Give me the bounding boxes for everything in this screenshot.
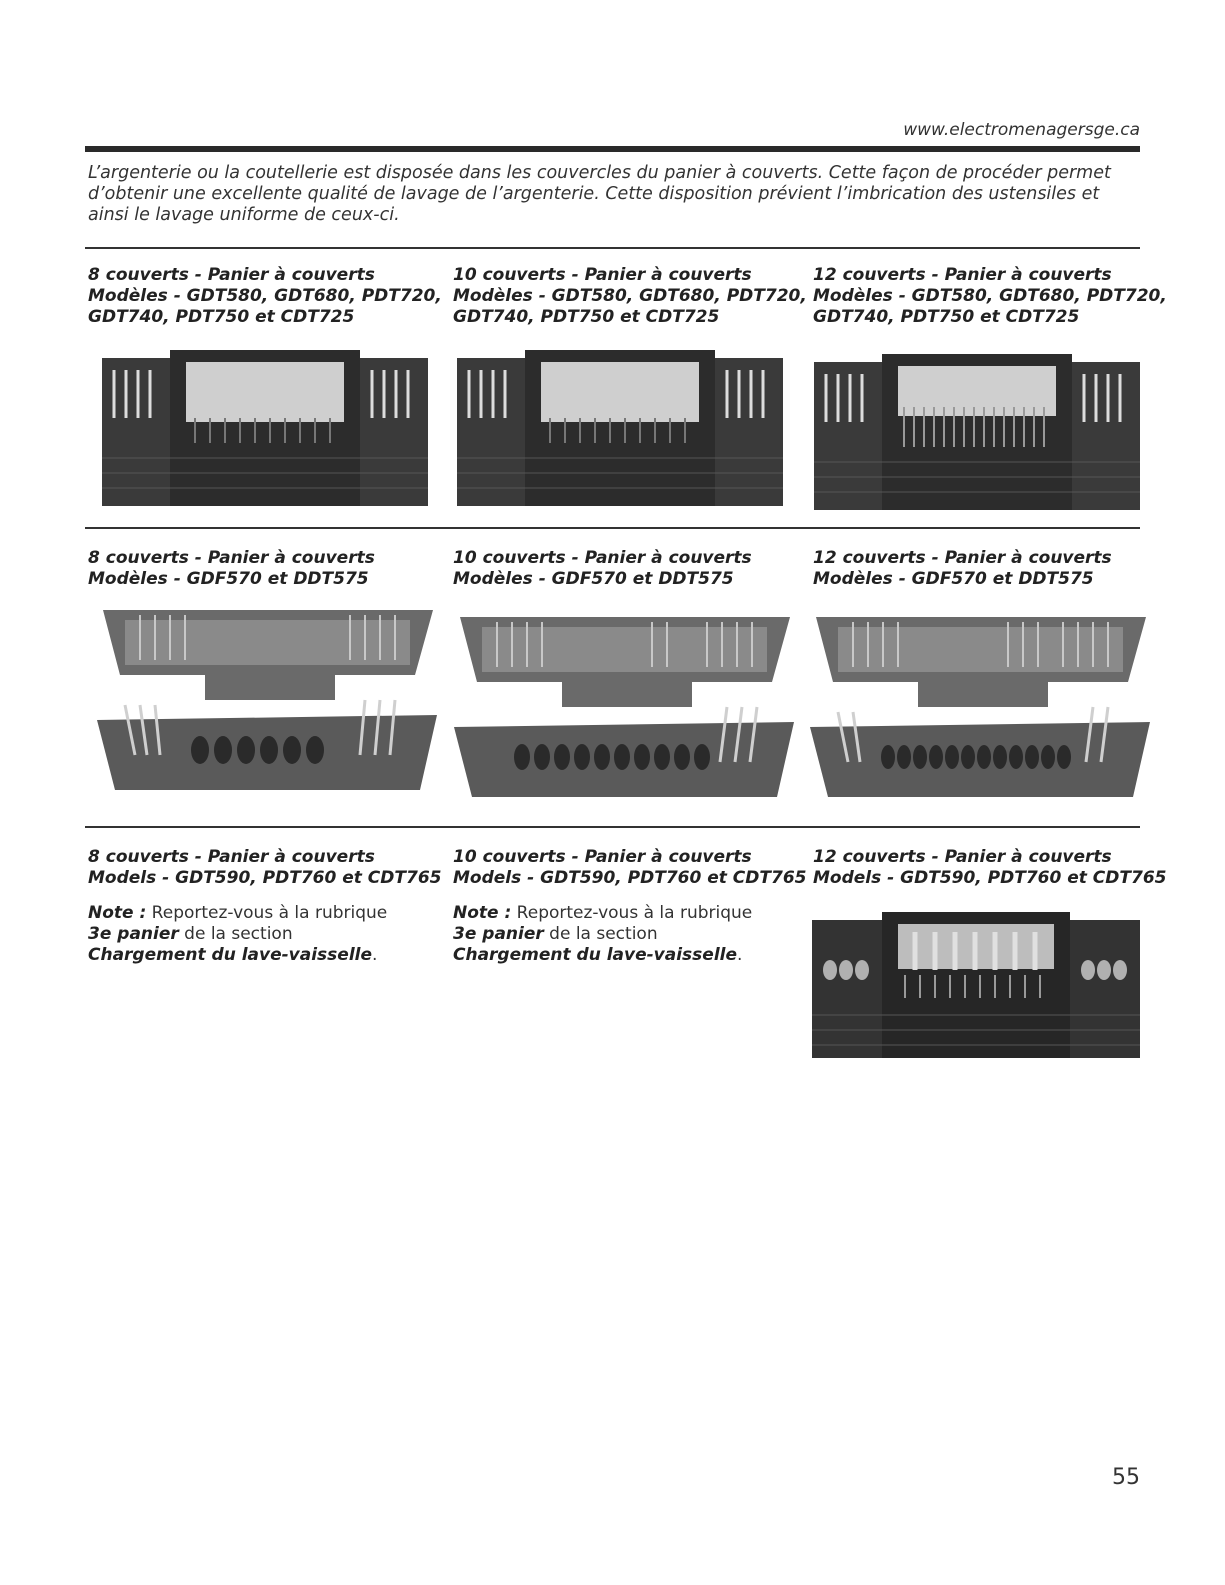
caption-line: Modèles - GDT580, GDT680, PDT720,	[453, 286, 807, 306]
caption-line: Models - GDT590, PDT760 et CDT765	[453, 868, 807, 888]
caption-line: Modèles - GDF570 et DDT575	[88, 569, 369, 589]
basket-photo-12-couverts-row1	[812, 352, 1142, 514]
intro-line: L’argenterie ou la coutellerie est disposée dans les couvercles du panier à couverts. Cette façon de procéder permet	[88, 163, 1111, 183]
caption-line: GDT740, PDT750 et CDT725	[453, 307, 720, 327]
intro-paragraph	[88, 163, 1148, 226]
note-10-couverts	[453, 903, 808, 966]
note-text: Reportez-vous à la rubrique	[511, 903, 753, 923]
note-emphasis: Chargement du lave-vaisselle	[88, 945, 373, 965]
intro-line: d’obtenir une excellente qualité de lavage de l’argenterie. Cette disposition prévient l’imbrication des ustensiles et	[88, 184, 1100, 204]
website-url: www.electromenagersge.ca	[903, 120, 1140, 140]
note-text: .	[737, 945, 743, 965]
caption-line: 12 couverts - Panier à couverts	[813, 548, 1112, 568]
caption-line: 8 couverts - Panier à couverts	[88, 548, 375, 568]
caption-8-couverts-row1	[88, 265, 443, 328]
note-label: Note :	[453, 903, 512, 923]
caption-line: Modèles - GDF570 et DDT575	[453, 569, 734, 589]
note-emphasis: Chargement du lave-vaisselle	[453, 945, 738, 965]
intro-line: ainsi le lavage uniforme de ceux-ci.	[88, 205, 400, 225]
note-label: Note :	[88, 903, 147, 923]
caption-line: GDT740, PDT750 et CDT725	[88, 307, 355, 327]
section-divider	[85, 826, 1140, 828]
caption-line: Modèles - GDT580, GDT680, PDT720,	[88, 286, 442, 306]
tray-photo-12-couverts-row2	[808, 612, 1153, 807]
caption-line: 12 couverts - Panier à couverts	[813, 265, 1112, 285]
basket-photo-10-couverts-row1	[455, 348, 785, 510]
header-rule	[85, 146, 1140, 152]
section-divider	[85, 527, 1140, 529]
caption-10-couverts-row2	[453, 548, 808, 590]
caption-line: 10 couverts - Panier à couverts	[453, 847, 752, 867]
caption-12-couverts-row3	[813, 847, 1168, 889]
note-text: .	[372, 945, 378, 965]
caption-line: Modèles - GDT580, GDT680, PDT720,	[813, 286, 1167, 306]
caption-line: Models - GDT590, PDT760 et CDT765	[88, 868, 442, 888]
note-text: de la section	[178, 924, 293, 944]
caption-line: Models - GDT590, PDT760 et CDT765	[813, 868, 1167, 888]
page-number: 55	[1112, 1465, 1140, 1490]
note-text: Reportez-vous à la rubrique	[146, 903, 388, 923]
caption-line: 8 couverts - Panier à couverts	[88, 265, 375, 285]
note-emphasis: 3e panier	[453, 924, 544, 944]
caption-line: Modèles - GDF570 et DDT575	[813, 569, 1094, 589]
note-8-couverts	[88, 903, 443, 966]
tray-photo-10-couverts-row2	[452, 612, 797, 807]
note-emphasis: 3e panier	[88, 924, 179, 944]
caption-8-couverts-row3	[88, 847, 443, 966]
basket-photo-12-couverts-row3	[810, 910, 1142, 1060]
caption-12-couverts-row2	[813, 548, 1168, 590]
note-text: de la section	[543, 924, 658, 944]
caption-line: 12 couverts - Panier à couverts	[813, 847, 1112, 867]
caption-line: 10 couverts - Panier à couverts	[453, 548, 752, 568]
caption-12-couverts-row1	[813, 265, 1168, 328]
caption-line: GDT740, PDT750 et CDT725	[813, 307, 1080, 327]
basket-photo-8-couverts-row1	[100, 348, 430, 510]
section-divider	[85, 247, 1140, 249]
caption-8-couverts-row2	[88, 548, 443, 590]
caption-10-couverts-row1	[453, 265, 808, 328]
caption-line: 8 couverts - Panier à couverts	[88, 847, 375, 867]
tray-photo-8-couverts-row2	[95, 605, 440, 800]
caption-line: 10 couverts - Panier à couverts	[453, 265, 752, 285]
caption-10-couverts-row3	[453, 847, 808, 966]
